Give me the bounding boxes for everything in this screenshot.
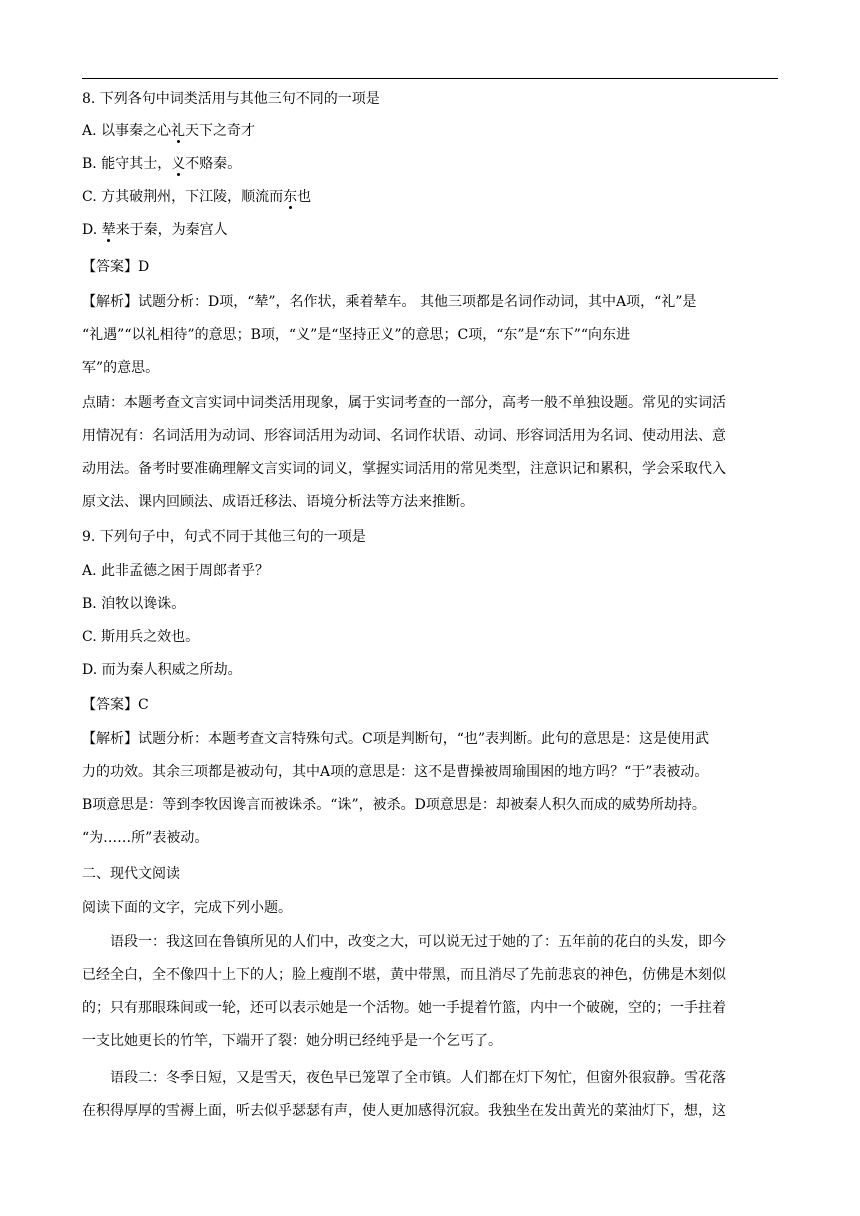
emphasis-char: 辇 bbox=[101, 222, 116, 238]
q8-option-d: D. 辇来于秦，为秦宫人 bbox=[82, 222, 228, 238]
emphasis-char: 东 bbox=[283, 189, 298, 205]
q9-stem: 9. 下列句子中，句式不同于其他三句的一项是 bbox=[82, 529, 366, 545]
emphasis-char: 义 bbox=[171, 156, 186, 172]
q9-analysis-line: “为……所”表被动。 bbox=[82, 830, 209, 846]
passage2-line: 在积得厚厚的雪褥上面，听去似乎瑟瑟有声，使人更加感得沉寂。我独坐在发出黄光的菜油灯下，想，这 bbox=[82, 1103, 726, 1119]
q8-comment-line: 点睛：本题考查文言实词中词类活用现象，属于实词考查的一部分，高考一般不单独设题。常见的实词活 bbox=[82, 395, 726, 411]
passage2-line: 语段二：冬季日短，又是雪天，夜色早已笼罩了全市镇。人们都在灯下匆忙，但窗外很寂静。雪花落 bbox=[110, 1070, 726, 1086]
q9-option-b: B. 洎牧以谗诛。 bbox=[82, 596, 186, 612]
q9-analysis-line: B项意思是：等到李牧因谗言而被诛杀。“诛”，被杀。D项意思是：却被秦人积久而成的威势所劫持。 bbox=[82, 797, 706, 813]
q8-comment-line: 动用法。备考时要准确理解文言实词的词义，掌握实词活用的常见类型，注意识记和累积，学会采取代入 bbox=[82, 461, 726, 477]
emphasis-char: 礼 bbox=[171, 123, 186, 139]
q9-option-a: A. 此非孟德之困于周郎者乎？ bbox=[82, 563, 270, 579]
q9-option-c: C. 斯用兵之效也。 bbox=[82, 629, 200, 645]
passage1-line: 语段一：我这回在鲁镇所见的人们中，改变之大，可以说无过于她的了：五年前的花白的头发，即今 bbox=[110, 934, 726, 950]
q8-answer: 【答案】D bbox=[82, 259, 150, 275]
q8-analysis-line: 军”的意思。 bbox=[82, 360, 160, 376]
header-rule bbox=[82, 78, 778, 79]
q8-comment-line: 用情况有：名词活用为动词、形容词活用为动词、名词作状语、动词、形容词活用为名词、使动用法、意 bbox=[82, 428, 726, 444]
q9-analysis-line: 力的功效。其余三项都是被动句，其中A项的意思是：这不是曹操被周瑜围困的地方吗？“于”表被动。 bbox=[82, 764, 709, 780]
reading-instruction: 阅读下面的文字，完成下列小题。 bbox=[82, 900, 292, 916]
passage1-line: 已经全白，全不像四十上下的人；脸上瘦削不堪，黄中带黑，而且消尽了先前悲哀的神色，仿佛是木刻似 bbox=[82, 967, 726, 983]
q8-analysis-line: “礼遇”“以礼相待”的意思；B项，“义”是“坚持正义”的意思；C项，“东”是“东下”“向东进 bbox=[82, 327, 631, 343]
q9-answer: 【答案】C bbox=[82, 697, 149, 713]
passage1-line: 一支比她更长的竹竿，下端开了裂：她分明已经纯乎是一个乞丐了。 bbox=[82, 1033, 502, 1049]
q8-option-a: A. 以事秦之心礼天下之奇才 bbox=[82, 123, 256, 139]
section-heading: 二、现代文阅读 bbox=[82, 866, 180, 882]
q9-option-d: D. 而为秦人积威之所劫。 bbox=[82, 662, 242, 678]
q8-comment-line: 原文法、课内回顾法、成语迁移法、语境分析法等方法来推断。 bbox=[82, 494, 474, 510]
q8-stem: 8. 下列各句中词类活用与其他三句不同的一项是 bbox=[82, 91, 380, 107]
q8-option-b: B. 能守其士，义不赂秦。 bbox=[82, 156, 242, 172]
passage1-line: 的；只有那眼珠间或一轮，还可以表示她是一个活物。她一手提着竹篮，内中一个破碗，空的；一手拄着 bbox=[82, 1000, 726, 1016]
q9-analysis-line: 【解析】试题分析：本题考查文言特殊句式。C项是判断句，“也”表判断。此句的意思是：这是使用武 bbox=[82, 731, 710, 747]
q8-analysis-line: 【解析】试题分析：D项，“辇”，名作状，乘着辇车。 其他三项都是名词作动词，其中A项，“礼”是 bbox=[82, 294, 697, 310]
q8-option-c: C. 方其破荆州，下江陵，顺流而东也 bbox=[82, 189, 312, 205]
